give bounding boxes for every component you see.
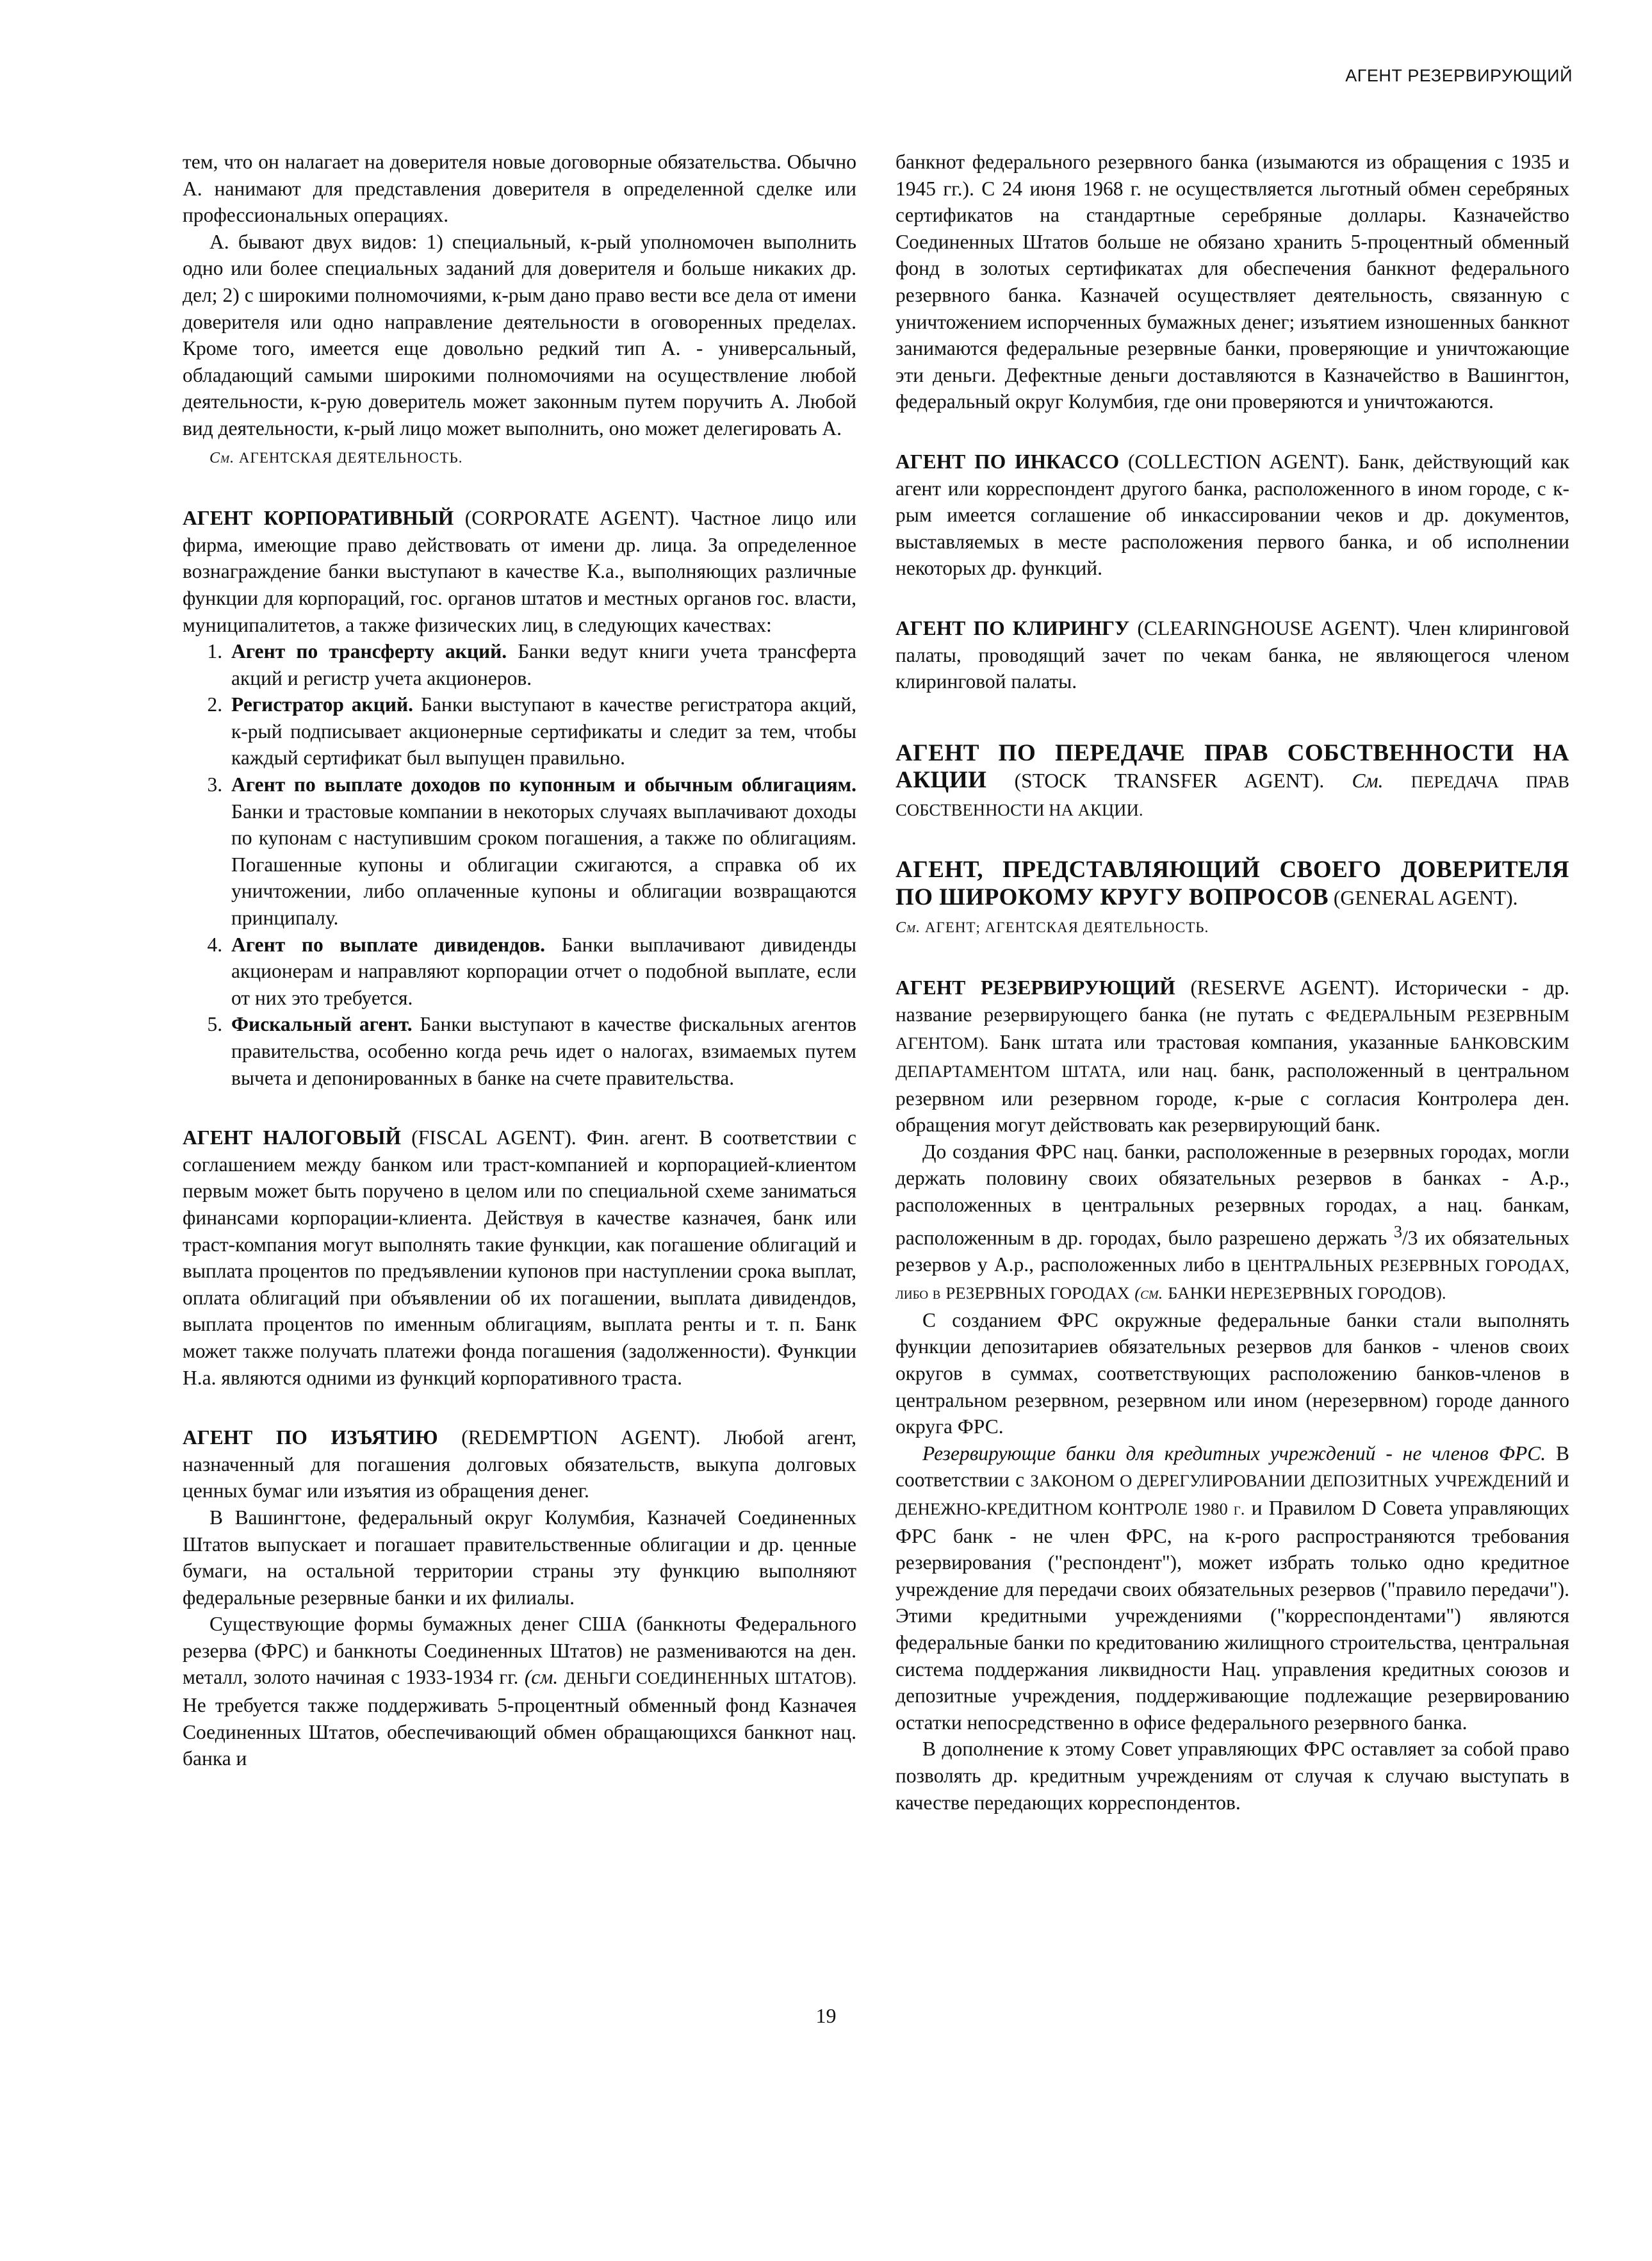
paragraph: А. бывают двух видов: 1) специальный, к-рый уполномочен выполнить одно или более специальных заданий для доверителя и больше никаких др. дел; 2) с широкими полномочиями, к-рым дано право вести все дела от имени доверителя или одно направление деятельности в оговоренных пределах. Кроме того, имеется еще довольно редкий тип А. - универсальный, обладающий самыми широкими полномочиями на осуществление любой деятельности, к-рую доверитель может законным путем поручить А. Любой вид деятельности, к-рый лицо может выполнить, оно может делегировать А. xyxy=(183,230,856,440)
entry-english: (FISCAL AGENT). xyxy=(411,1126,577,1149)
entry-text: АГЕНТ КОРПОРАТИВНЫЙ (CORPORATE AGENT). Частное лицо или фирма, имеющие право действовать от имени др. лица. За определенное вознаграждение банки выступают в качестве К.а., выполняющих различные функции для корпораций, гос. органов штатов и местных органов гос. власти, муниципалитетов, а также физических лиц, в следующих качествах: xyxy=(183,507,857,636)
entry-term: АГЕНТ ПО ИЗЪЯТИЮ xyxy=(183,1426,438,1449)
entry-term: АГЕНТ, ПРЕДСТАВЛЯЮЩИЙ СВОЕГО ДОВЕРИТЕЛЯ ПО ШИРОКОМУ КРУГУ ВОПРОСОВ xyxy=(896,857,1569,911)
cross-reference[interactable]: АГЕНТСКАЯ ДЕЯТЕЛЬНОСТЬ. xyxy=(238,449,463,466)
entry-term: АГЕНТ ПО ПЕРЕДАЧЕ ПРАВ СОБСТВЕННОСТИ НА АКЦИИ xyxy=(896,739,1569,794)
right-column xyxy=(896,149,1569,1816)
entry-term: АГЕНТ РЕЗЕРВИРУЮЩИЙ xyxy=(896,976,1175,999)
page-number: 19 xyxy=(815,2004,837,2027)
paragraph: С созданием ФРС окружные федеральные банки стали выполнять функции депозитариев обязательных резервов для банков - членов своих округов в суммах, соответствующих расположению банков-членов в центральном резервном, резервном или ином (нерезервном) городе данного округа ФРС. xyxy=(896,1308,1569,1438)
entry-term: АГЕНТ КОРПОРАТИВНЫЙ xyxy=(183,507,454,530)
paragraph: До создания ФРС нац. банки, расположенные в резервных городах, могли держать половину своих обязательных резервов в банках - А.р., расположенных в центральных резервных городах, а нац. банкам, расположенным в др. городах, было разрешено держать $^3$/3 их обязательных резервов у А.р., расположенных либо в ЦЕНТРАЛЬНЫХ РЕЗЕРВНЫХ ГОРОДАХ, либо в РЕЗЕРВНЫХ ГОРОДАХ (см. БАНКИ НЕРЕЗЕРВНЫХ ГОРОДОВ). xyxy=(896,1140,1569,1303)
cross-reference[interactable]: ФЕДЕРАЛЬНЫМ РЕЗЕРВНЫМ АГЕНТОМ). xyxy=(896,1005,1569,1053)
entry-english: (STOCK TRANSFER AGENT). xyxy=(1014,769,1325,793)
capacity-list xyxy=(183,638,856,1091)
list-item: 1. Агент по трансферту акций. Банки ведут книги учета трансферта акций и регистр учета акционеров. xyxy=(227,638,856,691)
entry-text: АГЕНТ ПО КЛИРИНГУ (CLEARINGHOUSE AGENT). Член клиринговой палаты, проводящий зачет по чекам банка, не являющегося членом клиринговой палаты. xyxy=(896,616,1570,693)
entry-reserve-agent xyxy=(896,974,1569,1816)
paragraph: Резервирующие банки для кредитных учреждений - не членов ФРС. В соответствии с ЗАКОНОМ О ДЕРЕГУЛИРОВАНИИ ДЕПОЗИТНЫХ УЧРЕЖДЕНИЙ И ДЕНЕЖНО-КРЕДИТНОМ КОНТРОЛЕ 1980 г. и Правилом D Совета управляющих ФРС банк - не член ФРС, на к-рого распространяются требования резервирования ("респондент"), может избрать только одно кредитное учреждение для передачи своих обязательных резервов ("правило передачи"). Этими кредитными учреждениями ("корреспондентами") являются федеральные банки по кредитованию жилищного строительства, центральная система поддержания ликвидности Нац. управления кредитных союзов и депозитные учреждения, поддерживающие подлежащие резервированию остатки непосредственно в офисе федерального резервного банка. xyxy=(896,1442,1570,1734)
entry-english: (CORPORATE AGENT). xyxy=(464,507,680,530)
entry-text: АГЕНТ ПО ИЗЪЯТИЮ (REDEMPTION AGENT). Любой агент, назначенный для погашения долговых обязательств, выкупа долговых ценных бумаг или изъятия из обращения денег. xyxy=(183,1426,856,1502)
see-also: См. АГЕНТСКАЯ ДЕЯТЕЛЬНОСТЬ. xyxy=(209,449,463,466)
entry-general-agent xyxy=(896,857,1569,941)
paragraph: банкнот федерального резервного банка (изымаются из обращения с 1935 и 1945 гг.). С 24 июня 1968 г. не осуществляется льготный обмен серебряных сертификатов на стандартные серебряные доллары. Казначейство Соединенных Штатов больше не обязано хранить 5-процентный обменный фонд в золотых сертификатах для обеспечения банкнот федерального резервного банка. Казначей осуществляет деятельность, связанную с уничтожением испорченных бумажных денег; изъятием изношенных банкнот занимаются федеральные резервные банки, проверяющие и уничтожающие эти деньги. Дефектные деньги доставляются в Казначейство в Вашингтон, федеральный округ Колумбия, где они проверяются и уничтожаются. xyxy=(896,151,1569,413)
entry-text xyxy=(896,857,1569,911)
list-item: 3. Агент по выплате доходов по купонным и обычным облигациям. Банки и трастовые компании в некоторых случаях выплачивают доходы по купонам с наступившим сроком погашения, а также по облигациям. Погашенные купоны и облигации сжигаются, а справка об их уничтожении, либо оплаченные купоны и облигации возвращаются принципалу. xyxy=(227,771,856,932)
left-column xyxy=(183,149,856,1772)
entry-redemption-agent xyxy=(183,1424,856,1772)
cross-reference[interactable]: ЦЕНТРАЛЬНЫХ РЕЗЕРВНЫХ ГОРОДАХ, xyxy=(1247,1255,1569,1275)
entry-term: АГЕНТ ПО ИНКАССО xyxy=(896,450,1120,473)
entry-english: (COLLECTION AGENT). xyxy=(1128,450,1350,473)
cross-reference[interactable]: АГЕНТ; АГЕНТСКАЯ ДЕЯТЕЛЬНОСТЬ. xyxy=(924,919,1209,935)
cross-reference[interactable]: ДЕНЬГИ СОЕДИНЕННЫХ ШТАТОВ). xyxy=(564,1668,857,1688)
entry-text: АГЕНТ ПО ПЕРЕДАЧЕ ПРАВ СОБСТВЕННОСТИ НА АКЦИИ (STOCK TRANSFER AGENT). См. ПЕРЕДАЧА ПРАВ СОБСТВЕННОСТИ НА АКЦИИ. xyxy=(896,739,1570,819)
entry-text: АГЕНТ НАЛОГОВЫЙ (FISCAL AGENT). Фин. агент. В соответствии с соглашением между банком или траст-компанией и корпорацией-клиентом первым может быть поручено в целом или по специальной схеме заниматься финансами корпорации-клиента. Действуя в качестве казначея, банк или траст-компания могут выполнять такие функции, как погашение облигаций и выплата процентов по предъявлении купонов при наступлении срока выплат, оплата облигаций при объявлении об их погашении, выплата дивидендов, выплата процентов по именным облигациям, выплата ренты и т. п. Банк может также получать платежи фонда погашения (задолженности). Функции Н.а. являются одними из функций корпоративного траста. xyxy=(183,1126,856,1389)
entry-english: (RESERVE AGENT). xyxy=(1190,976,1380,999)
paragraph: тем, что он налагает на доверителя новые договорные обязательства. Обычно А. нанимают для представления доверителя в определенной сделке или профессиональных операциях. xyxy=(183,151,856,227)
running-head: АГЕНТ РЕЗЕРВИРУЮЩИЙ xyxy=(1345,66,1573,85)
list-item: 4. Агент по выплате дивидендов. Банки выплачивают дивиденды акционерам и направляют корпорации отчет о подобной выплате, если от них это требуется. xyxy=(227,932,856,1012)
entry-term: АГЕНТ ПО КЛИРИНГУ xyxy=(896,616,1130,639)
cross-reference[interactable]: ЗАКОНОМ О ДЕРЕГУЛИРОВАНИИ ДЕПОЗИТНЫХ УЧРЕЖДЕНИЙ И ДЕНЕЖНО-КРЕДИТНОМ КОНТРОЛЕ 1980 г. xyxy=(896,1471,1569,1519)
paragraph: Существующие формы бумажных денег США (банкноты Федерального резерва (ФРС) и банкноты Соединенных Штатов) не размениваются на ден. металл, золото начиная с 1933-1934 гг. (см. ДЕНЬГИ СОЕДИНЕННЫХ ШТАТОВ). Не требуется также поддерживать 5-процентный обменный фонд Казначея Соединенных Штатов, обеспечивающий обмен обращающихся банкнот нац. банка и xyxy=(183,1613,857,1770)
entry-corporate-agent xyxy=(183,505,856,1091)
entry-collection-agent xyxy=(896,448,1569,582)
entry-clearinghouse-agent xyxy=(896,615,1569,695)
paragraph: В Вашингтоне, федеральный округ Колумбия, Казначей Соединенных Штатов выпускает и погашает правительственные облигации и др. ценные бумаги, на остальной территории страны эту функцию выполняют федеральные резервные банки и их филиалы. xyxy=(183,1506,856,1609)
cross-reference[interactable]: БАНКОВСКИМ ДЕПАРТАМЕНТОМ ШТАТА, xyxy=(896,1033,1569,1081)
see-also: См. АГЕНТ; АГЕНТСКАЯ ДЕЯТЕЛЬНОСТЬ. xyxy=(896,919,1209,936)
entry-term: АГЕНТ НАЛОГОВЫЙ xyxy=(183,1126,401,1149)
entry-text: АГЕНТ ПО ИНКАССО (COLLECTION AGENT). Банк, действующий как агент или корреспондент другого банка, расположенного в ином городе, с к-рым имеется соглашение об инкассировании чеков и др. документов, выставляемых в месте расположения первого банка, и об исполнении некоторых др. функций. xyxy=(896,450,1569,580)
cross-reference[interactable]: БАНКИ НЕРЕЗЕРВНЫХ ГОРОДОВ). xyxy=(1168,1283,1446,1303)
entry-english: (REDEMPTION AGENT). xyxy=(461,1426,701,1449)
entry-fiscal-agent xyxy=(183,1124,856,1391)
cross-reference[interactable]: ПЕРЕДАЧА ПРАВ СОБСТВЕННОСТИ НА АКЦИИ. xyxy=(896,772,1570,819)
list-item: 2. Регистратор акций. Банки выступают в качестве регистратора акций, к-рый подписывает акционерные сертификаты и следит за тем, чтобы каждый сертификат был выпущен правильно. xyxy=(227,691,856,771)
entry-english: (CLEARINGHOUSE AGENT). xyxy=(1137,616,1400,639)
list-item: 5. Фискальный агент. Банки выступают в качестве фискальных агентов правительства, особенно когда речь идет о налогах, взимаемых путем вычета и депонированных в банке на счете правительства. xyxy=(227,1011,856,1091)
cross-reference[interactable]: РЕЗЕРВНЫХ ГОРОДАХ xyxy=(945,1283,1130,1303)
entry-english: (GENERAL AGENT). xyxy=(1333,887,1518,910)
paragraph: В дополнение к этому Совет управляющих ФРС оставляет за собой право позволять др. кредитным учреждениям от случая к случаю выступать в качестве передающих корреспондентов. xyxy=(896,1738,1569,1814)
entry-stock-transfer-agent xyxy=(896,740,1569,824)
entry-text: АГЕНТ РЕЗЕРВИРУЮЩИЙ (RESERVE AGENT). Исторически - др. название резервирующего банка (не путать с ФЕДЕРАЛЬНЫМ РЕЗЕРВНЫМ АГЕНТОМ). Банк штата или трастовая компания, указанные БАНКОВСКИМ ДЕПАРТАМЕНТОМ ШТАТА, или нац. банк, расположенный в центральном резервном или резервном городе, к-рые с согласия Контролера ден. обращения могут действовать как резервирующий банк. xyxy=(896,976,1570,1137)
